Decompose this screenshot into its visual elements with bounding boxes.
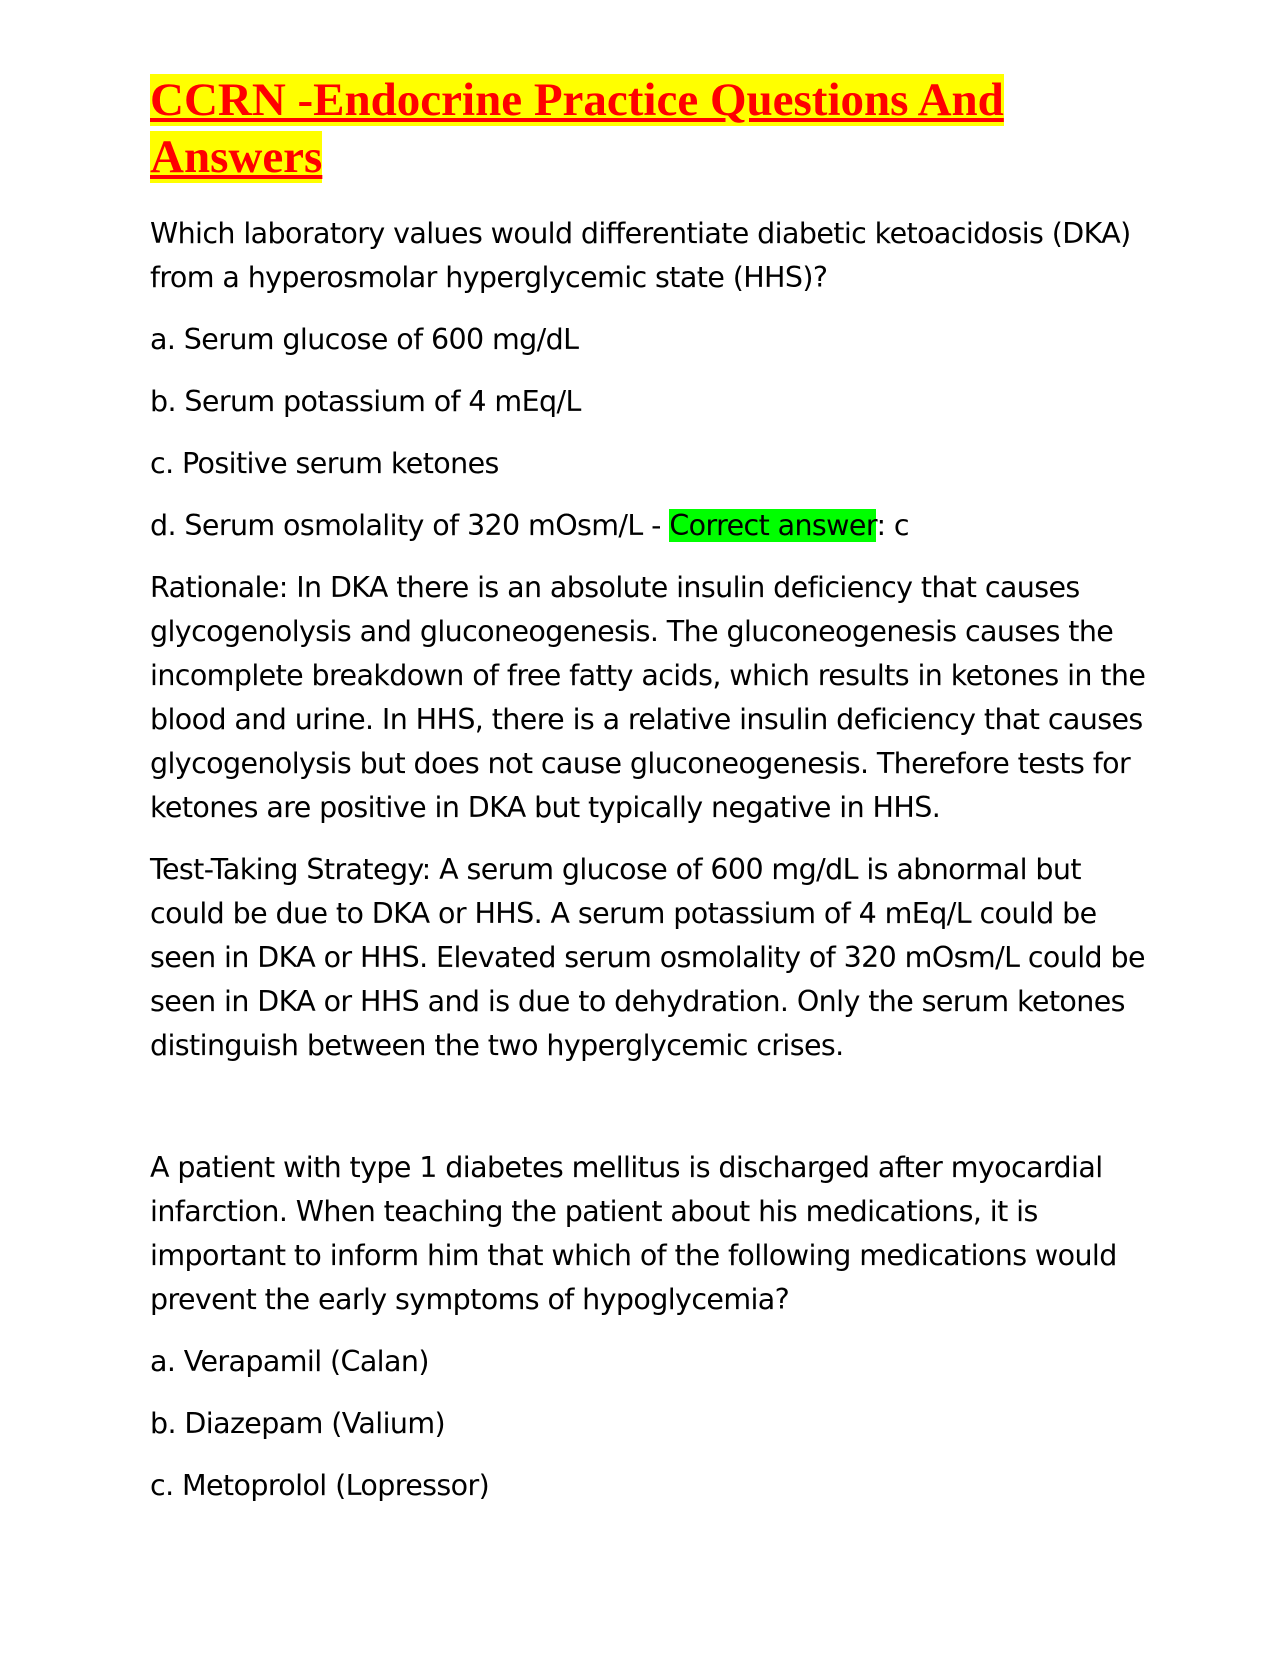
question-2-option-b: b. Diazepam (Valium) bbox=[150, 1407, 446, 1440]
question-1-rationale: Rationale: In DKA there is an absolute insulin deficiency that causes glycogenolysis and gluconeogenesis. The gluconeogenesis causes the incomplete breakdown of free fatty acids, which results in ketones in the blood and urine. In HHS, there is a relative insulin deficiency that causes glycogenolysis but does not cause gluconeogenesis. Therefore tests for ketones are positive in DKA but typically negative in HHS. bbox=[150, 571, 1146, 824]
question-1-stem: Which laboratory values would differentiate diabetic ketoacidosis (DKA) from a hyperosmolar hyperglycemic state (HHS)? bbox=[150, 217, 1131, 294]
question-1-option-a: a. Serum glucose of 600 mg/dL bbox=[150, 323, 579, 356]
question-2-stem: A patient with type 1 diabetes mellitus is discharged after myocardial infarction. When teaching the patient about his medications, it is important to inform him that which of the following medications would prevent the early symptoms of hypoglycemia? bbox=[150, 1151, 1117, 1316]
correct-answer-value: : c bbox=[876, 509, 909, 542]
correct-answer-label: Correct answer bbox=[669, 509, 877, 542]
question-1-option-d: d. Serum osmolality of 320 mOsm/L - bbox=[150, 509, 670, 542]
document-page bbox=[150, 72, 1150, 1526]
question-1-option-b: b. Serum potassium of 4 mEq/L bbox=[150, 385, 581, 418]
question-1-option-c: c. Positive serum ketones bbox=[150, 447, 499, 480]
question-1-option-d-line bbox=[150, 504, 1150, 548]
document-title bbox=[150, 72, 1150, 186]
document-title-text: CCRN -Endocrine Practice Questions And Answers bbox=[150, 74, 1004, 183]
question-2-option-a: a. Verapamil (Calan) bbox=[150, 1345, 429, 1378]
section-gap bbox=[150, 1086, 1150, 1146]
question-1-strategy: Test-Taking Strategy: A serum glucose of 600 mg/dL is abnormal but could be due to DKA or HHS. A serum potassium of 4 mEq/L could be seen in DKA or HHS. Elevated serum osmolality of 320 mOsm/L could be seen in DKA or HHS and is due to dehydration. Only the serum ketones distinguish between the two hyperglycemic crises. bbox=[150, 853, 1145, 1062]
question-2-option-c: c. Metoprolol (Lopressor) bbox=[150, 1469, 490, 1502]
